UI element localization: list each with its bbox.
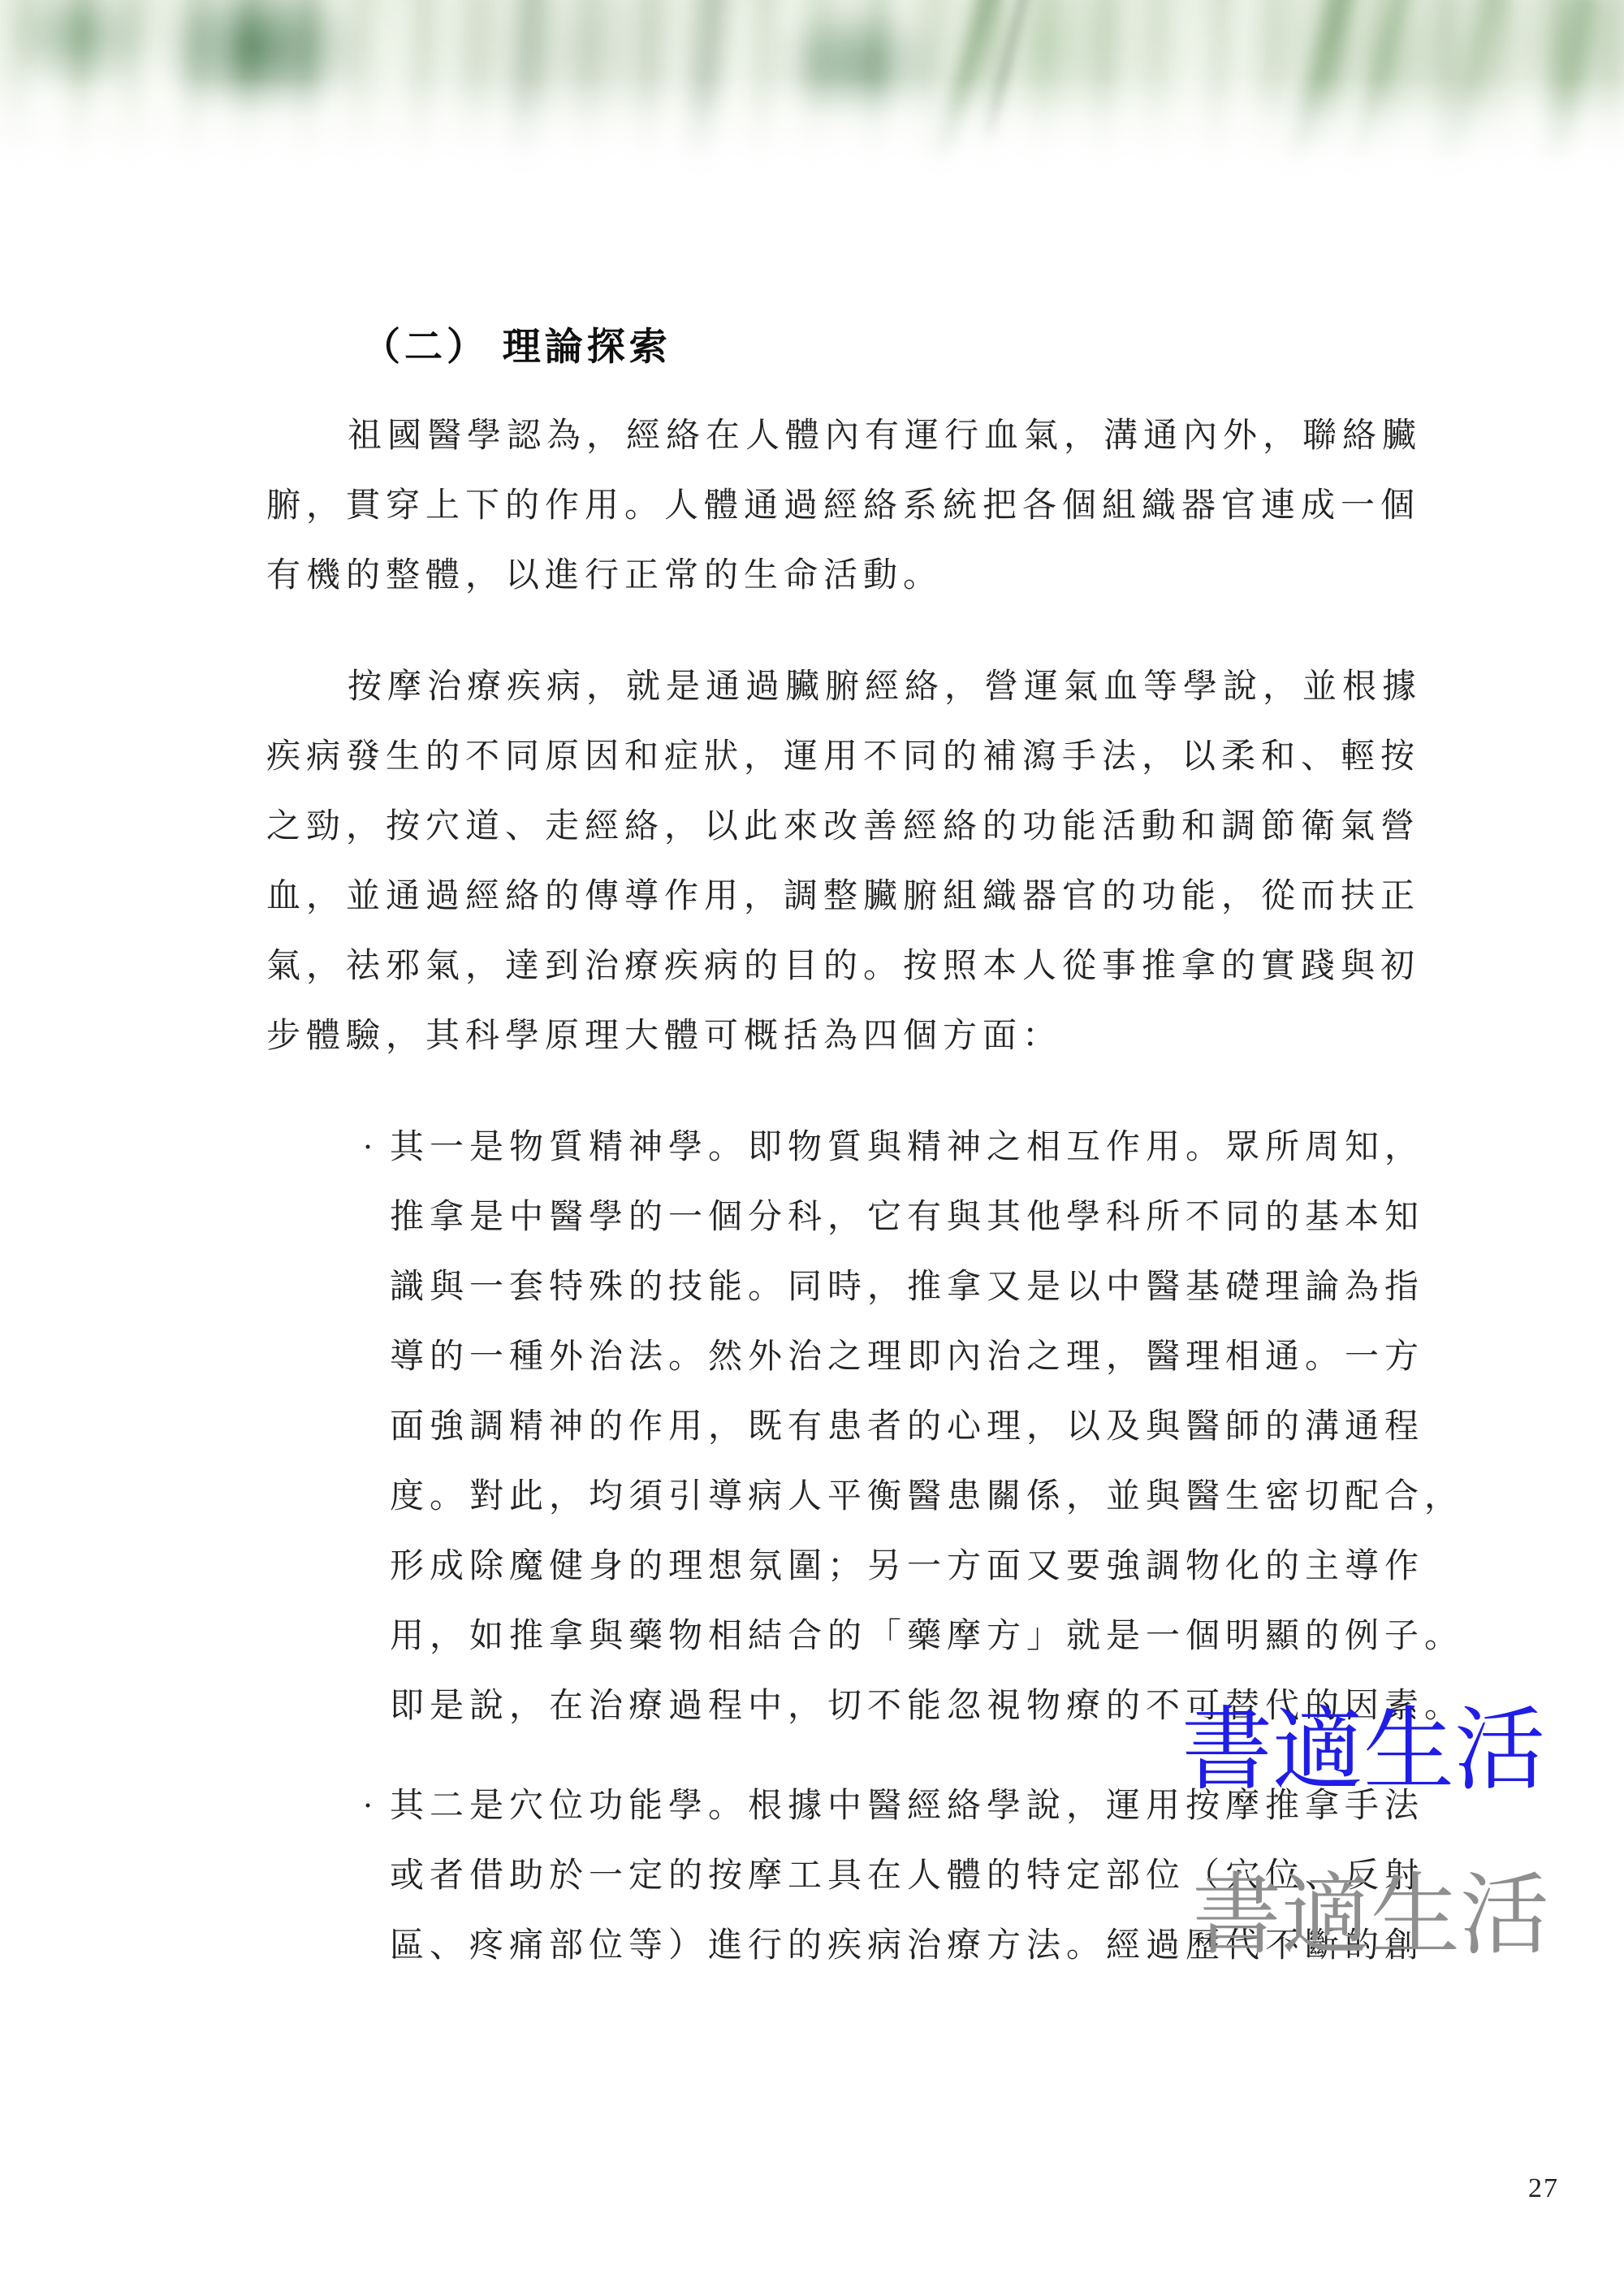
header-photo-fade <box>0 0 1624 195</box>
text-line: 形成除魔健身的理想氛圍；另一方面又要強調物化的主導作 <box>390 1548 1425 1585</box>
watermark-blue: 書適生活 <box>1181 1701 1545 1801</box>
text-line: 有機的整體，以進行正常的生命活動。 <box>266 557 944 594</box>
text-line: 或者借助於一定的按摩工具在人體的特定部位（穴位、反射 <box>390 1857 1425 1895</box>
bullet-item-1 <box>362 1113 1465 1741</box>
text-line: 步體驗，其科學原理大體可概括為四個方面： <box>266 1018 1063 1055</box>
paragraph-2 <box>266 652 1432 1071</box>
bullet-text: 其一是物質精神學。即物質與精神之相互作用。眾所周知， <box>390 1129 1425 1166</box>
text-line: 度。對此，均須引導病人平衡醫患關係，並與醫生密切配合， <box>390 1478 1465 1515</box>
text-line: 血，並通過經絡的傳導作用，調整臟腑組織器官的功能，從而扶正 <box>266 878 1421 915</box>
text-line: 識與一套特殊的技能。同時，推拿又是以中醫基礎理論為指 <box>390 1269 1425 1306</box>
text-line: 區、疼痛部位等）進行的疾病治療方法。經過歷代不斷的創 <box>390 1927 1425 1965</box>
paragraph-1 <box>266 401 1432 611</box>
text-line: 導的一種外治法。然外治之理即內治之理，醫理相通。一方 <box>390 1338 1425 1376</box>
text-line: 疾病發生的不同原因和症狀，運用不同的補瀉手法，以柔和、輕按 <box>266 738 1421 776</box>
text-line: 按摩治療疾病，就是通過臟腑經絡，營運氣血等學說，並根據 <box>348 668 1423 706</box>
text-line: 氣，祛邪氣，達到治療疾病的目的。按照本人從事推拿的實踐與初 <box>266 948 1421 985</box>
text-line: 祖國醫學認為，經絡在人體內有運行血氣，溝通內外，聯絡臟 <box>348 417 1423 455</box>
bullet-dot: · <box>362 1788 379 1825</box>
text-line: 之勁，按穴道、走經絡，以此來改善經絡的功能活動和調節衛氣營 <box>266 808 1421 845</box>
watermark-gray: 書適生活 <box>1192 1866 1549 1965</box>
text-line: 腑，貫穿上下的作用。人體通過經絡系統把各個組織器官連成一個 <box>266 487 1421 525</box>
bullet-text: 其二是穴位功能學。根據中醫經絡學說，運用按摩推拿手法 <box>390 1788 1425 1825</box>
page-number: 27 <box>1528 2173 1559 2203</box>
text-line: 用，如推拿與藥物相結合的「藥摩方」就是一個明顯的例子。 <box>390 1618 1465 1655</box>
text-line: 即是說，在治療過程中，切不能忽視物療的不可替代的因素。 <box>390 1688 1465 1725</box>
text-line: 推拿是中醫學的一個分科，它有與其他學科所不同的基本知 <box>390 1199 1425 1236</box>
section-title: （二） 理論探索 <box>362 326 672 369</box>
text-line <box>362 1113 1432 1182</box>
bullet-dot: · <box>362 1129 379 1166</box>
text-line: 面強調精神的作用，既有患者的心理，以及與醫師的溝通程 <box>390 1408 1425 1446</box>
header-photo <box>0 0 1624 195</box>
